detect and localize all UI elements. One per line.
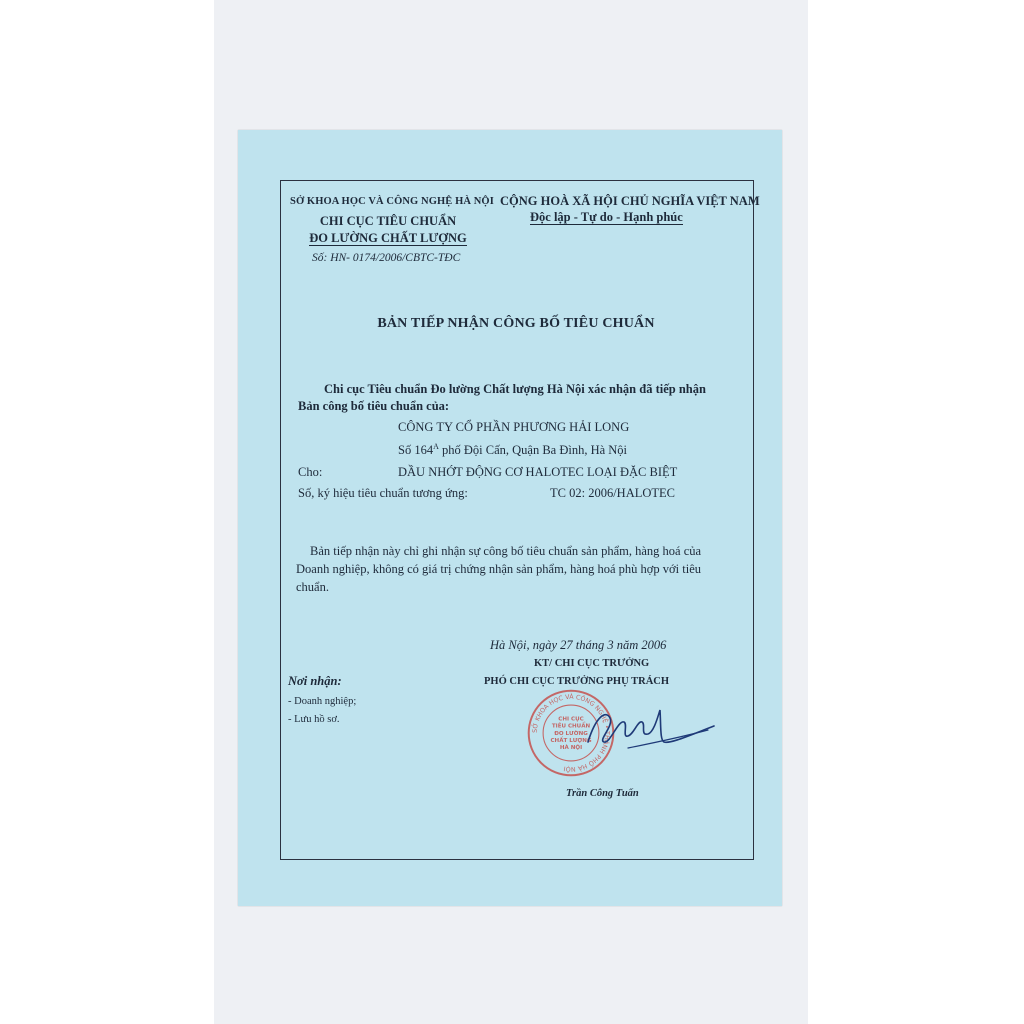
- seal-center-line: CHẤT LƯỢNG: [550, 738, 592, 744]
- intro-line-1: Chi cục Tiêu chuẩn Đo lường Chất lượng Hà Nội xác nhận đã tiếp nhận: [324, 382, 706, 396]
- signature-icon: [568, 696, 718, 766]
- intro-line-2: Bản công bố tiêu chuẩn của:: [298, 399, 450, 413]
- seal-center-line: HÀ NỘI: [559, 745, 583, 752]
- address-rest: phố Đội Cấn, Quận Ba Đình, Hà Nội: [438, 443, 628, 458]
- note-line-3: chuẩn.: [296, 580, 329, 594]
- seal-center-line: CHI CỤC: [558, 716, 584, 723]
- recipient-item: - Doanh nghiệp;: [288, 696, 357, 707]
- note-line-1: Bản tiếp nhận này chỉ ghi nhận sự công bố tiêu chuẩn sản phẩm, hàng hoá của: [310, 544, 702, 558]
- product-name: DẦU NHỚT ĐỘNG CƠ HALOTEC LOẠI ĐẶC BIỆT: [398, 465, 678, 479]
- header-agency-line2: [290, 231, 486, 246]
- issue-date: Hà Nội, ngày 27 tháng 3 năm 2006: [490, 638, 667, 652]
- standard-value: TC 02: 2006/HALOTEC: [550, 486, 675, 500]
- sign-title-1: KT/ CHI CỤC TRƯỞNG: [534, 658, 650, 669]
- header-country: CỘNG HOÀ XÃ HỘI CHỦ NGHĨA VIỆT NAM: [500, 194, 760, 208]
- recipients-label: Nơi nhận:: [288, 674, 342, 688]
- header-agency-line1: CHI CỤC TIÊU CHUẨN: [319, 214, 457, 228]
- seal-ring-text: SỞ KHOA HỌC VÀ CÔNG NGHỆ • THÀNH PHỐ HÀ NỘI: [531, 693, 611, 773]
- address-prefix: Số 164: [398, 443, 434, 458]
- company-name: CÔNG TY CỔ PHẦN PHƯƠNG HẢI LONG: [398, 420, 630, 434]
- recipient-item: - Lưu hồ sơ.: [288, 714, 340, 725]
- company-address: [398, 442, 627, 458]
- seal-center-line: TIÊU CHUẨN: [551, 723, 591, 730]
- document-title: BẢN TIẾP NHẬN CÔNG BỐ TIÊU CHUẨN: [377, 316, 655, 331]
- standard-label: Số, ký hiệu tiêu chuẩn tương ứng:: [298, 486, 468, 500]
- sign-title-2: PHÓ CHI CỤC TRƯỞNG PHỤ TRÁCH: [484, 676, 670, 687]
- header-agency-line2-text: ĐO LƯỜNG CHẤT LƯỢNG: [309, 231, 467, 245]
- header-motto: [530, 210, 683, 225]
- header-motto-text: Độc lập - Tự do - Hạnh phúc: [530, 210, 683, 224]
- document-number: Số: HN- 0174/2006/CBTC-TĐC: [312, 252, 461, 264]
- note-line-2: Doanh nghiệp, không có giá trị chứng nhận sản phẩm, hàng hoá phù hợp với tiêu: [296, 562, 701, 576]
- for-label: Cho:: [298, 465, 323, 479]
- signer-name: Trần Công Tuấn: [566, 788, 639, 799]
- address-superscript: A: [433, 442, 439, 451]
- document-sheet: [238, 130, 782, 906]
- header-ministry: SỞ KHOA HỌC VÀ CÔNG NGHỆ HÀ NỘI: [290, 196, 494, 207]
- seal-center-line: ĐO LƯỜNG: [554, 730, 588, 737]
